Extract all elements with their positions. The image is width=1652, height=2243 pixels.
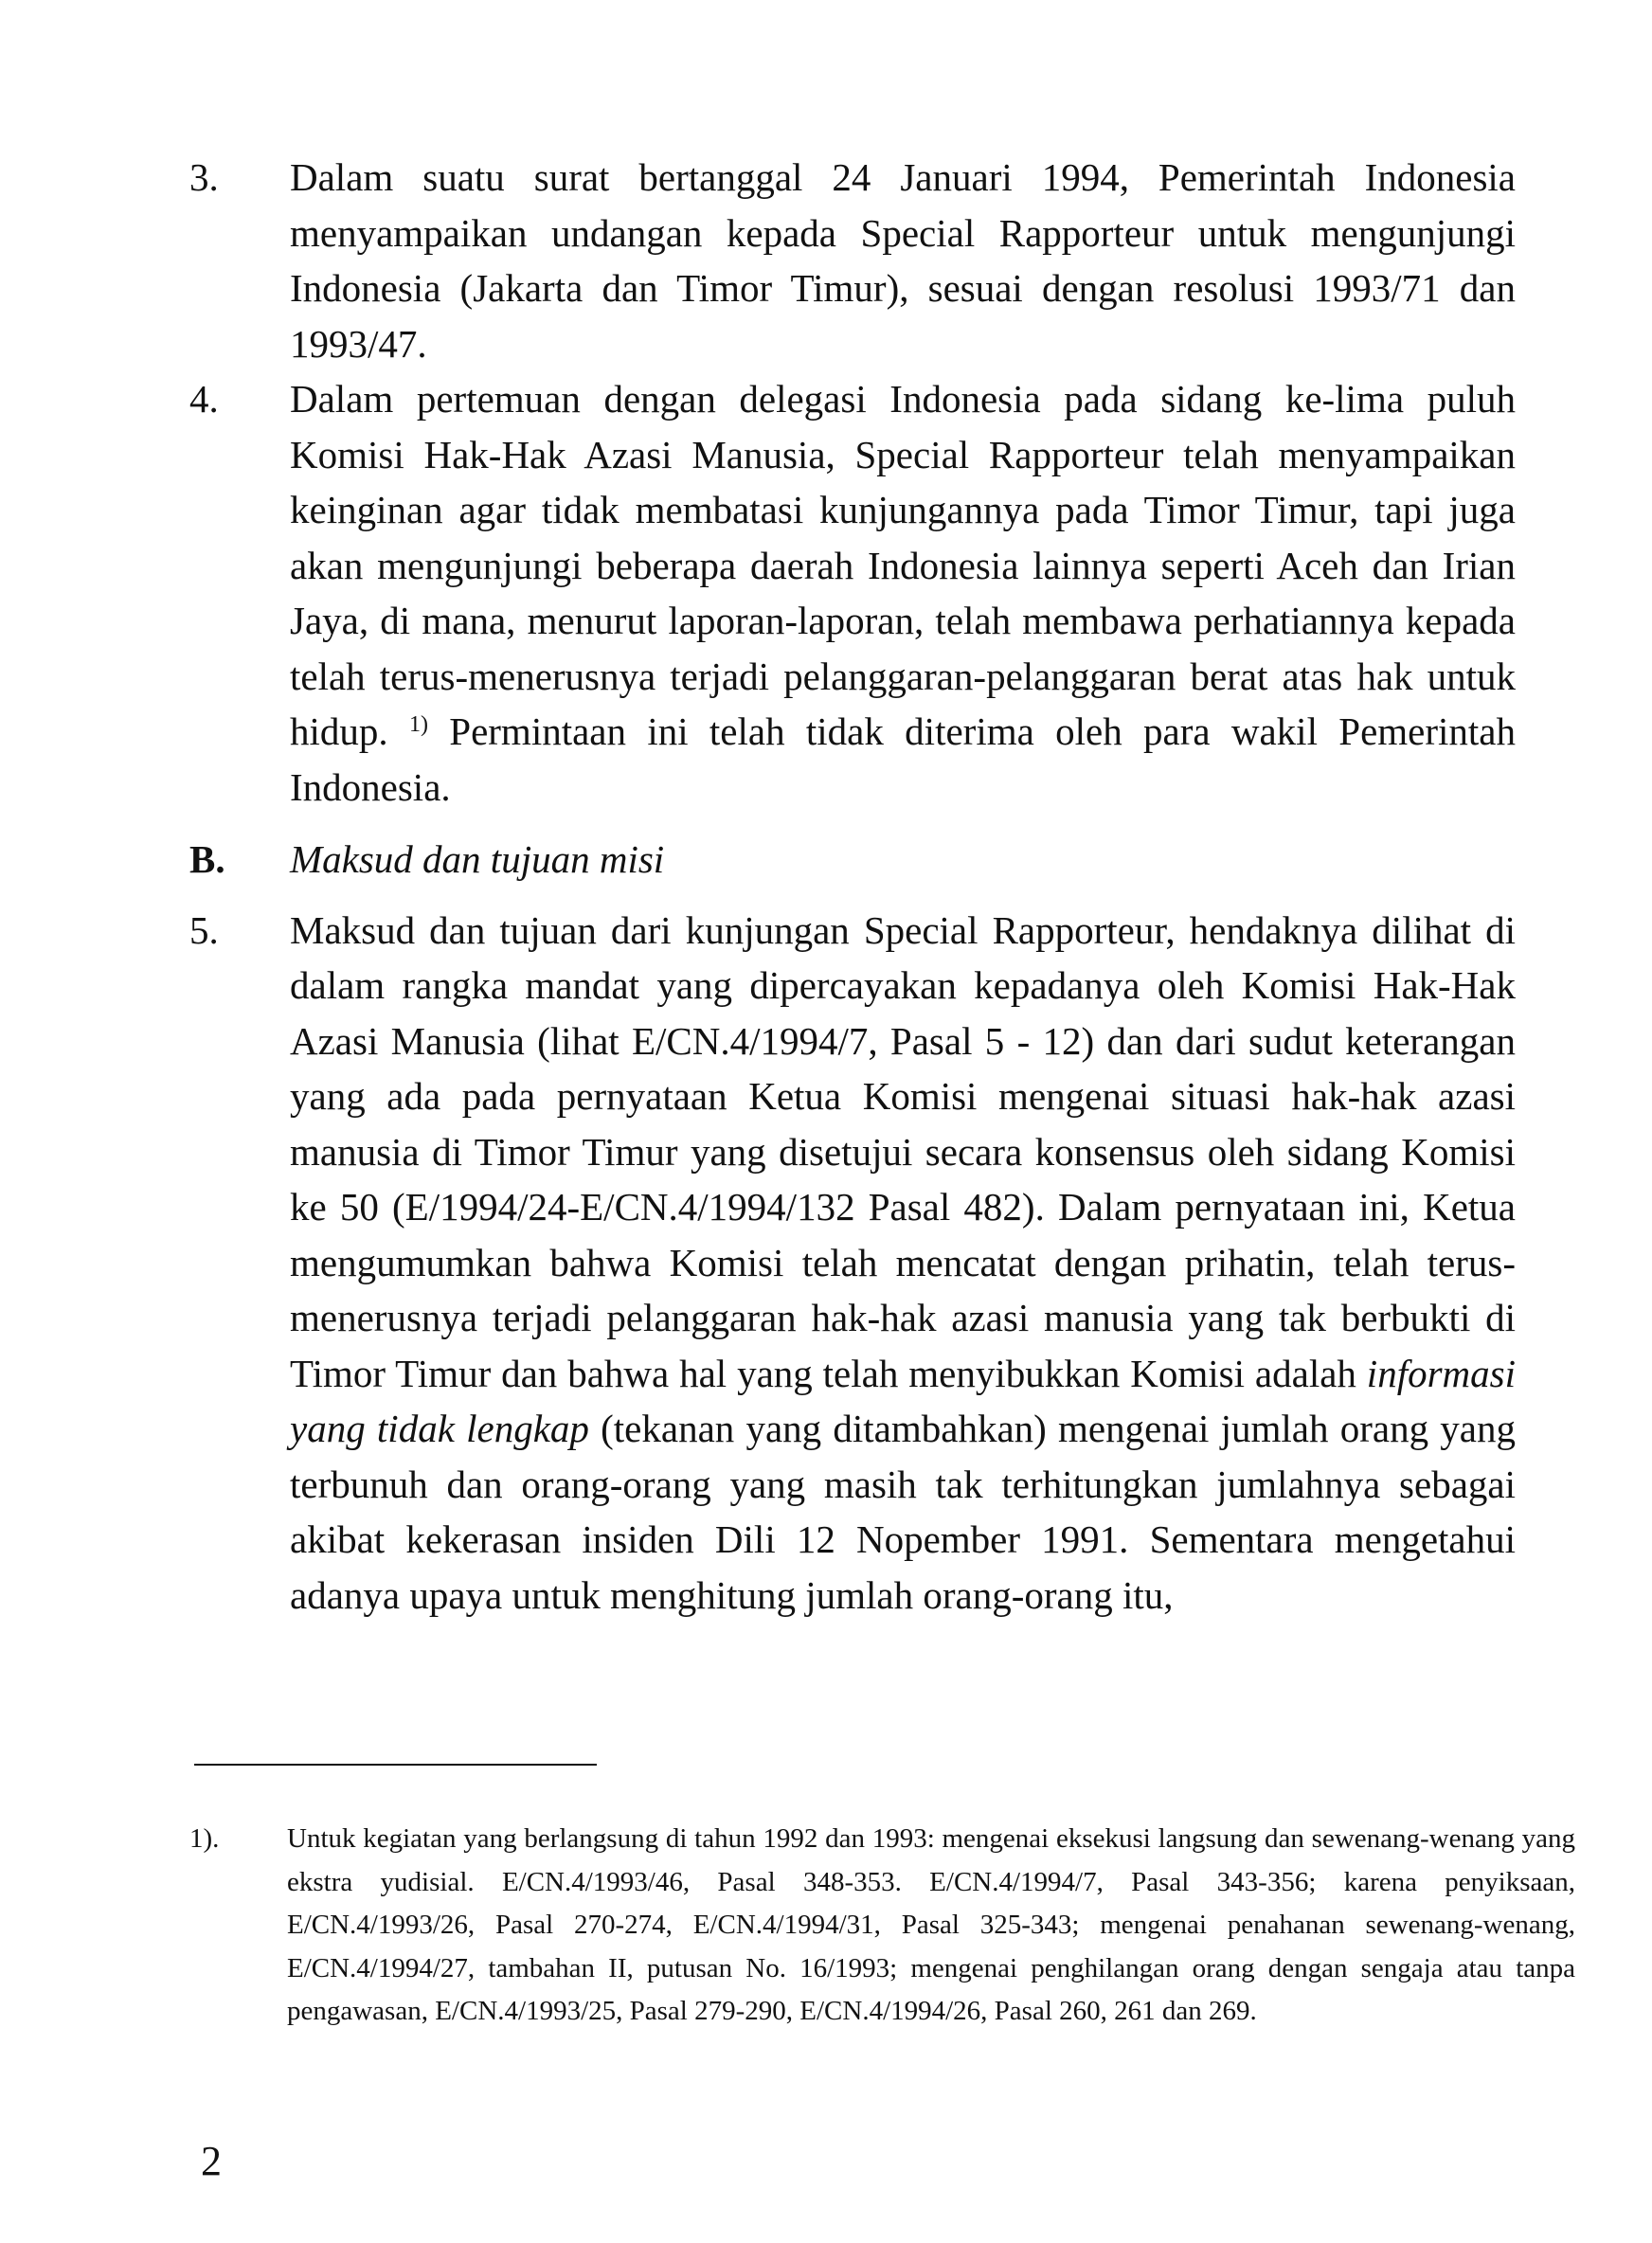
section-letter: B. <box>189 837 225 881</box>
paragraph-4 <box>189 371 1516 815</box>
footnote-text: Untuk kegiatan yang berlangsung di tahun 1992 dan 1993: mengenai eksekusi langsung dan sewenang-wenang yang ekstra yudisial. E/CN.4/1993/46, Pasal 348-353. E/CN.4/1994/7, Pasal 343-356; karena penyiksaan, E/CN.4/1993/26, Pasal 270-274, E/CN.4/1994/31, Pasal 325-343; mengenai penahanan sewenang-wenang, E/CN.4/1994/27, tambahan II, putusan No. 16/1993; mengenai penghilangan orang dengan sengaja atau tanpa pengawasan, E/CN.4/1993/25, Pasal 279-290, E/CN.4/1994/26, Pasal 260, 261 dan 269. <box>287 1823 1575 2026</box>
paragraph-text: Dalam suatu surat bertanggal 24 Januari 1994, Pemerintah Indonesia menyampaikan undangan kepada Special Rapporteur untuk mengunjungi Indonesia (Jakarta dan Timor Timur), sesuai dengan resolusi 1993/71 dan 1993/47. <box>290 155 1516 366</box>
footnote <box>189 1818 1575 2034</box>
page-number: 2 <box>201 2138 222 2184</box>
paragraph-text-continued: (tekanan yang ditambahkan) mengenai jumlah orang yang terbunuh dan orang-orang yang masih tak terhitungkan jumlahnya sebagai akibat kekerasan insiden Dili 12 Nopember 1991. Sementara mengetahui adanya upaya untuk menghitung jumlah orang-orang itu, <box>290 1407 1516 1617</box>
paragraph-number: 3. <box>189 155 219 199</box>
section-heading <box>189 832 1516 888</box>
emphasized-text: informasi yang tidak lengkap <box>290 1351 1516 1450</box>
main-text <box>189 150 1516 1623</box>
paragraph-number: 5. <box>189 907 219 952</box>
paragraph-text: Maksud dan tujuan dari kunjungan Special Rapporteur, hendaknya dilihat di dalam rangka mandat yang dipercayakan kepadanya oleh Komisi Hak-Hak Azasi Manusia (lihat E/CN.4/1994/7, Pasal 5 - 12) dan dari sudut keterangan yang ada pada pernyataan Ketua Komisi mengenai situasi hak-hak azasi manusia di Timor Timur yang disetujui secara konsensus oleh sidang Komisi ke 50 (E/1994/24-E/CN.4/1994/132 Pasal 482). Dalam pernyataan ini, Ketua mengumumkan bahwa Komisi telah mencatat dengan prihatin, telah terus-menerusnya terjadi pelanggaran hak-hak azasi manusia yang tak berbukti di Timor Timur dan bahwa hal yang telah menyibukkan Komisi adalah <box>290 907 1516 1395</box>
paragraph-text: Dalam pertemuan dengan delegasi Indonesia pada sidang ke-lima puluh Komisi Hak-Hak Azasi Manusia, Special Rapporteur telah menyampaikan keinginan agar tidak membatasi kunjungannya pada Timor Timur, tapi juga akan mengunjungi beberapa daerah Indonesia lainnya seperti Aceh dan Irian Jaya, di mana, menurut laporan-laporan, telah membawa perhatiannya kepada telah terus-menerusnya terjadi pelanggaran-pelanggaran berat atas hak untuk hidup. <box>290 377 1516 753</box>
paragraph-5 <box>189 903 1516 1624</box>
paragraph-text-continued: Permintaan ini telah tidak diterima oleh para wakil Pemerintah Indonesia. <box>290 709 1516 809</box>
section-title: Maksud dan tujuan misi <box>290 837 665 881</box>
footnote-reference: 1) <box>408 712 428 737</box>
paragraph-number: 4. <box>189 377 219 421</box>
paragraph-3 <box>189 150 1516 371</box>
footnote-marker: 1). <box>189 1823 220 1854</box>
footnote-divider <box>194 1764 597 1766</box>
